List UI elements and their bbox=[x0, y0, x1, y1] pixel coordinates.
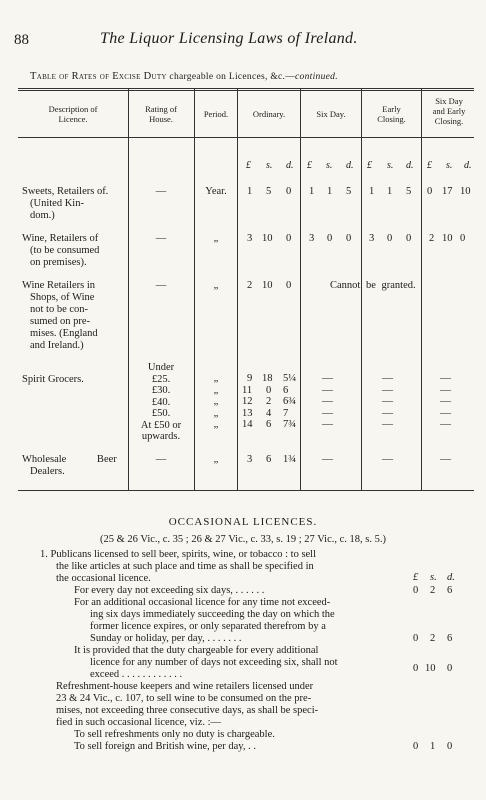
occ-line-8: Sunday or holiday, per day, . . . . . . . bbox=[90, 633, 242, 644]
spirit-30-l: 11 bbox=[242, 384, 253, 396]
rating-line: £50. bbox=[151, 408, 171, 419]
desc-line: mises. (England bbox=[30, 328, 98, 339]
unit-pound: £ bbox=[427, 160, 432, 171]
row-beer-period: „ bbox=[213, 454, 219, 465]
occ-amount-2-s: 2 bbox=[430, 633, 436, 644]
row-wine-sixday-s: 0 bbox=[327, 233, 333, 244]
occ-amount-3-l: 0 bbox=[413, 663, 419, 674]
occ-line-9: It is provided that the duty chargeable for every additional bbox=[74, 645, 319, 656]
rating-line: Under bbox=[147, 362, 175, 373]
occ-line-4: For every day not exceeding six days, . . . . . . bbox=[74, 585, 265, 596]
occ-amount-4-d: 0 bbox=[447, 741, 453, 752]
desc-line: Sweets, Retailers of. bbox=[22, 186, 109, 197]
colhead-early-closing-l1: Early bbox=[382, 104, 401, 114]
row-beer-ordinary-l: 3 bbox=[247, 454, 253, 465]
dash: — bbox=[440, 395, 451, 407]
rating-line: upwards. bbox=[141, 431, 181, 442]
spirit-over50-l: 14 bbox=[242, 419, 253, 430]
row-sweets-early-l: 1 bbox=[369, 186, 375, 197]
dash: — bbox=[440, 406, 451, 419]
rating-line: £40. bbox=[151, 396, 171, 408]
spirit-40-s: 2 bbox=[266, 396, 272, 407]
desc-line: Wine, Retailers of bbox=[22, 233, 99, 244]
table-caption bbox=[30, 71, 338, 82]
unit-pence: d. bbox=[346, 160, 354, 171]
period-line: „ bbox=[213, 373, 219, 384]
period-line: „ bbox=[213, 396, 219, 407]
occ-line-7: former licence expires, or only separated therefrom by a bbox=[90, 621, 326, 632]
occ-line-15: fied in such occasional licence, viz. :— bbox=[56, 717, 222, 728]
unit-shilling: s. bbox=[446, 160, 453, 171]
dash: — bbox=[382, 418, 393, 430]
dash: — bbox=[322, 418, 333, 430]
colhead-six-day bbox=[301, 109, 361, 119]
colhead-early-closing-l2: Closing. bbox=[377, 114, 406, 124]
row-sweets-sde-l: 0 bbox=[427, 186, 433, 197]
occasional-title: OCCASIONAL LICENCES. bbox=[168, 516, 318, 528]
row-spirit-description bbox=[22, 374, 130, 386]
colhead-six-day-early-l1: Six Day bbox=[435, 96, 463, 106]
row-wine-early-l: 3 bbox=[369, 233, 375, 244]
unit-pence: d. bbox=[464, 160, 472, 171]
row-wine-rating: — bbox=[155, 233, 167, 244]
occ-line-1: 1. Publicans licensed to sell beer, spirits, wine, or tobacco : to sell bbox=[40, 549, 317, 560]
desc-line: and Ireland.) bbox=[30, 340, 84, 351]
colhead-rating bbox=[129, 104, 193, 124]
dash: — bbox=[322, 406, 333, 419]
occ-line-13: 23 & 24 Vic., c. 107, to sell wine to be consumed on the pre- bbox=[56, 693, 312, 704]
row-sweets-early-s: 1 bbox=[387, 186, 393, 197]
row-sweets-ordinary-d: 0 bbox=[286, 186, 292, 197]
colhead-description-l2: Licence. bbox=[58, 114, 88, 124]
desc-line: Shops, of Wine bbox=[30, 292, 95, 303]
table-top-rule bbox=[18, 88, 474, 89]
row-sweets-sixday-d: 5 bbox=[346, 186, 352, 197]
colhead-period-l1: Period. bbox=[203, 109, 229, 119]
row-sweets-ordinary-s: 5 bbox=[266, 186, 272, 197]
dash: — bbox=[382, 453, 393, 465]
row-wine-description bbox=[22, 233, 130, 269]
row-wine-shops-note: Cannot be granted. bbox=[330, 280, 416, 291]
caption-small-caps: Table of Rates of Excise Duty bbox=[30, 71, 167, 82]
unit-pound: £ bbox=[367, 160, 372, 171]
row-wine-shops-ordinary-s: 10 bbox=[262, 280, 273, 291]
row-sweets-sixday-s: 1 bbox=[327, 186, 333, 197]
row-wine-sde-s: 10 bbox=[442, 233, 453, 244]
rating-line: At £50 or bbox=[140, 419, 182, 431]
dash: — bbox=[440, 453, 451, 465]
occ-amount-4-s: 1 bbox=[430, 741, 436, 752]
col-divider-3 bbox=[237, 88, 238, 491]
row-sweets-sixday-l: 1 bbox=[309, 186, 315, 197]
row-wine-sde-l: 2 bbox=[429, 233, 435, 244]
row-spirit-rating bbox=[129, 362, 193, 443]
occ-line-14: mises, not exceeding three consecutive days, as shall be speci- bbox=[56, 705, 319, 716]
dash: — bbox=[322, 453, 333, 465]
occ-amount-4-l: 0 bbox=[413, 741, 419, 752]
occ-amount-3-d: 0 bbox=[447, 663, 453, 674]
desc-line: sumed on pre- bbox=[30, 316, 91, 327]
dash: — bbox=[382, 395, 393, 407]
spirit-25-l: 9 bbox=[247, 373, 253, 384]
desc-line: (to be consumed bbox=[30, 245, 100, 256]
row-wine-early-s: 0 bbox=[387, 233, 393, 244]
row-beer-ordinary-s: 6 bbox=[266, 454, 272, 465]
page-number: 88 bbox=[14, 32, 29, 48]
caption-continued: continued. bbox=[295, 72, 338, 82]
table-top-rule-2 bbox=[18, 90, 474, 91]
spirit-50-l: 13 bbox=[242, 407, 253, 419]
colhead-early-closing bbox=[362, 104, 421, 124]
occ-unit-pound: £ bbox=[413, 572, 419, 583]
occ-amount-2-d: 6 bbox=[447, 633, 453, 644]
colhead-description-l1: Description of bbox=[48, 104, 98, 114]
dash: — bbox=[322, 395, 333, 407]
spirit-50-s: 4 bbox=[266, 407, 272, 419]
colhead-six-day-early-l2: and Early bbox=[432, 106, 466, 116]
row-wine-ordinary-l: 3 bbox=[247, 233, 253, 244]
occ-unit-pence: d. bbox=[447, 572, 455, 583]
desc-line: on premises). bbox=[30, 257, 87, 268]
caption-middle: chargeable on Licences, &c.— bbox=[166, 72, 296, 82]
spirit-over50-d: 7¾ bbox=[283, 419, 297, 430]
occ-amount-1-s: 2 bbox=[430, 585, 436, 596]
desc-line: Wine Retailers in bbox=[22, 280, 96, 291]
desc-line: not to be con- bbox=[30, 304, 89, 315]
unit-pence: d. bbox=[406, 160, 414, 171]
dash: — bbox=[382, 372, 393, 384]
row-beer-ordinary-d: 1¾ bbox=[283, 454, 297, 465]
row-sweets-early-d: 5 bbox=[406, 186, 412, 197]
rating-line: £25. bbox=[151, 373, 171, 385]
spirit-25-s: 18 bbox=[262, 373, 273, 384]
dash: — bbox=[382, 406, 393, 419]
occ-line-3: the occasional licence. bbox=[56, 573, 151, 584]
spirit-40-d: 6¾ bbox=[283, 396, 297, 407]
occ-amount-2-l: 0 bbox=[413, 633, 419, 644]
row-wine-shops-period: „ bbox=[213, 280, 219, 291]
row-wine-shops-ordinary-d: 0 bbox=[286, 280, 292, 291]
row-wine-ordinary-d: 0 bbox=[286, 233, 292, 244]
row-wine-shops-description bbox=[22, 280, 130, 352]
dash: — bbox=[440, 383, 451, 396]
occ-amount-1-l: 0 bbox=[413, 585, 419, 596]
row-beer-rating: — bbox=[155, 454, 167, 465]
spirit-25-d: 5¼ bbox=[283, 373, 297, 384]
occ-line-5: For an additional occasional licence for any time not exceed- bbox=[74, 597, 331, 608]
desc-line: (United Kin- bbox=[30, 198, 84, 209]
period-line: „ bbox=[213, 419, 219, 430]
desc-line: Dealers. bbox=[30, 466, 65, 477]
desc-line: Wholesale Beer bbox=[22, 454, 117, 465]
unit-shilling: s. bbox=[266, 160, 273, 171]
running-title: The Liquor Licensing Laws of Ireland. bbox=[100, 30, 358, 47]
dash: — bbox=[440, 372, 451, 384]
occ-line-10: licence for any number of days not exceeding six, shall not bbox=[90, 657, 338, 668]
row-wine-period: „ bbox=[213, 233, 219, 244]
occ-line-16: To sell refreshments only no duty is chargeable. bbox=[74, 729, 275, 740]
dash: — bbox=[440, 418, 451, 430]
table-header-rule bbox=[18, 137, 474, 138]
row-wine-sde-d: 0 bbox=[460, 233, 466, 244]
colhead-six-day-early-l3: Closing. bbox=[434, 116, 464, 126]
table-bottom-rule bbox=[18, 490, 474, 491]
unit-shilling: s. bbox=[387, 160, 394, 171]
colhead-description bbox=[20, 104, 126, 124]
col-divider-4 bbox=[300, 88, 301, 491]
rating-line: £30. bbox=[151, 385, 171, 396]
occasional-acts: (25 & 26 Vic., c. 35 ; 26 & 27 Vic., c. 33, s. 19 ; 27 Vic., c. 18, s. 5.) bbox=[100, 534, 386, 545]
colhead-period bbox=[195, 109, 237, 119]
spirit-30-s: 0 bbox=[266, 384, 272, 396]
row-sweets-description bbox=[22, 186, 130, 222]
desc-line: Spirit Grocers. bbox=[22, 374, 84, 385]
colhead-ordinary-l1: Ordinary. bbox=[252, 109, 286, 119]
row-beer-description bbox=[22, 454, 130, 478]
occ-line-12: Refreshment-house keepers and wine retailers licensed under bbox=[56, 681, 314, 692]
period-line: „ bbox=[213, 384, 219, 396]
row-wine-shops-rating: — bbox=[155, 280, 167, 291]
unit-pence: d. bbox=[286, 160, 294, 171]
row-wine-shops-ordinary-l: 2 bbox=[247, 280, 253, 291]
occ-amount-3-s: 10 bbox=[425, 663, 436, 674]
occ-unit-shilling: s. bbox=[430, 572, 437, 583]
dash: — bbox=[382, 383, 393, 396]
row-spirit-period bbox=[195, 373, 237, 431]
occ-amount-1-d: 6 bbox=[447, 585, 453, 596]
colhead-ordinary bbox=[238, 109, 300, 119]
row-sweets-period: Year. bbox=[205, 186, 227, 197]
spirit-over50-s: 6 bbox=[266, 419, 272, 430]
occ-line-17: To sell foreign and British wine, per day, . . bbox=[74, 741, 257, 752]
unit-pound: £ bbox=[307, 160, 312, 171]
unit-pound: £ bbox=[246, 160, 251, 171]
row-sweets-sde-d: 10 bbox=[460, 186, 471, 197]
row-wine-early-d: 0 bbox=[406, 233, 412, 244]
colhead-six-day-l1: Six Day. bbox=[316, 109, 346, 119]
row-sweets-sde-s: 17 bbox=[442, 186, 453, 197]
spirit-40-l: 12 bbox=[242, 396, 253, 407]
unit-shilling: s. bbox=[326, 160, 333, 171]
desc-line: dom.) bbox=[30, 210, 55, 221]
row-wine-ordinary-s: 10 bbox=[262, 233, 273, 244]
row-wine-sixday-d: 0 bbox=[346, 233, 352, 244]
spirit-50-d: 7 bbox=[283, 407, 289, 419]
occ-line-2: the like articles at such place and time as shall be specified in bbox=[56, 561, 314, 572]
row-sweets-rating: — bbox=[155, 186, 167, 197]
occ-line-11: exceed . . . . . . . . . . . . bbox=[90, 669, 183, 680]
row-wine-sixday-l: 3 bbox=[309, 233, 315, 244]
occ-line-6: ing six days immediately succeeding the day on which the bbox=[90, 609, 335, 620]
dash: — bbox=[322, 383, 333, 396]
colhead-six-day-early bbox=[422, 96, 476, 126]
row-sweets-ordinary-l: 1 bbox=[247, 186, 253, 197]
colhead-rating-l1: Rating of bbox=[145, 104, 177, 114]
dash: — bbox=[322, 372, 333, 384]
spirit-30-d: 6 bbox=[283, 384, 289, 396]
period-line: „ bbox=[213, 407, 219, 419]
colhead-rating-l2: House. bbox=[149, 114, 173, 124]
